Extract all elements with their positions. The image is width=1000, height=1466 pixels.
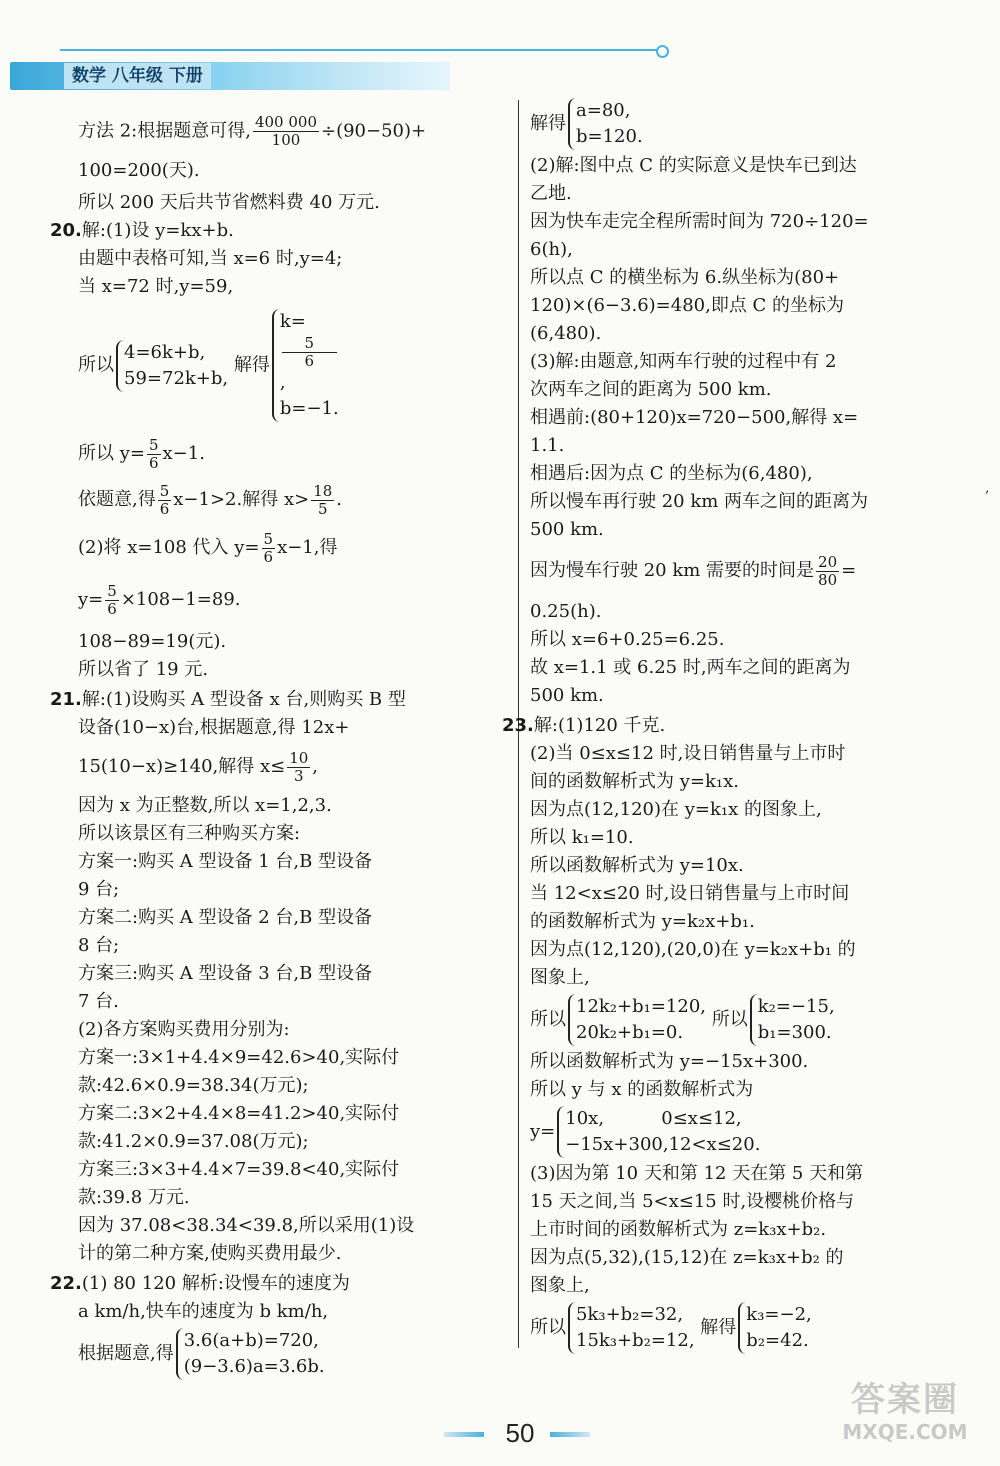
text-line: 所以 x=6+0.25=6.25. xyxy=(530,629,725,650)
text-line: 所以省了 19 元. xyxy=(78,659,209,680)
text-line: 款:39.8 万元. xyxy=(78,1187,190,1208)
text-line: 所以函数解析式为 y=10x. xyxy=(530,855,744,876)
text-line: 设备(10−x)台,根据题意,得 12x+ xyxy=(78,717,350,738)
question-number: 20. xyxy=(50,220,82,241)
text-line: 方案三:3×3+4.4×7=39.8<40,实际付 xyxy=(78,1159,400,1180)
q23-line: 23.解:(1)120 千克. xyxy=(502,715,666,736)
text-line: 所以 200 天后共节省燃料费 40 万元. xyxy=(78,192,380,213)
text-line: 所以慢车再行驶 20 km 两车之间的距离为 xyxy=(530,491,869,512)
text-line: 1.1. xyxy=(530,435,565,456)
left-column xyxy=(50,100,508,1382)
text-line: 因为 37.08<38.34<39.8,所以采用(1)设 xyxy=(78,1215,415,1236)
text-line: 相遇前:(80+120)x=720−500,解得 x= xyxy=(530,407,859,428)
text-line: 相遇后:因为点 C 的坐标为(6,480), xyxy=(530,463,813,484)
text-line: 因为点(12,120),(20,0)在 y=k₂x+b₁ 的 xyxy=(530,939,856,960)
text-line: (2)当 0≤x≤12 时,设日销售量与上市时 xyxy=(530,743,846,764)
text-line: 8 台; xyxy=(78,935,120,956)
text-line: 9 台; xyxy=(78,879,120,900)
text-line: 15(10−x)≥140,解得 x≤ $\frac{10}{3}$ , xyxy=(78,748,319,785)
equation-system: 根据题意,得 3.6(a+b)=720, (9−3.6)a=3.6b. xyxy=(78,1326,508,1382)
text-line: 当 12<x≤20 时,设日销售量与上市时间 xyxy=(530,883,850,904)
equation-system: 所以 4=6k+b, 59=72k+b, 解得 k= 5 6 , b=−1. xyxy=(78,309,508,422)
equation-system: 所以 5k₃+b₂=32, 15k₃+b₂=12, 解得 k₃=−2, b₂=42. xyxy=(530,1300,970,1356)
text-line: 方案二:3×2+4.4×8=41.2>40,实际付 xyxy=(78,1103,400,1124)
text-line: 500 km. xyxy=(530,685,604,706)
margin-mark: , xyxy=(985,480,990,496)
text-line: 因为点(12,120)在 y=k₁x 的图象上, xyxy=(530,799,822,820)
text-line: (3)因为第 10 天和第 12 天在第 5 天和第 xyxy=(530,1163,864,1184)
equation-system: 解得 a=80, b=120. xyxy=(530,96,970,152)
text-line: 方案二:购买 A 型设备 2 台,B 型设备 xyxy=(78,907,373,928)
text-line: 图象上, xyxy=(530,1275,590,1296)
text-line: 100=200(天). xyxy=(78,160,200,181)
watermark-logo: 答案圈 MXQE.COM xyxy=(842,1380,968,1444)
question-number: 21. xyxy=(50,689,82,710)
page-number-decoration-right xyxy=(550,1432,590,1437)
fraction: $\frac{400 000}{100}$ xyxy=(254,113,317,149)
text-line: 款:41.2×0.9=37.08(万元); xyxy=(78,1131,309,1152)
text-line: 因为点(5,32),(15,12)在 z=k₃x+b₂ 的 xyxy=(530,1247,844,1268)
text-line: 所以 k₁=10. xyxy=(530,827,634,848)
text-line: 方案一:购买 A 型设备 1 台,B 型设备 xyxy=(78,851,373,872)
text-line: 108−89=19(元). xyxy=(78,631,227,652)
text-line: 因为慢车行驶 20 km 需要的时间是 $\frac{20}{80}$ = xyxy=(530,552,857,589)
text-line: 方案一:3×1+4.4×9=42.6>40,实际付 xyxy=(78,1047,400,1068)
question-number: 23. xyxy=(502,715,534,736)
q21-line: 21.解:(1)设购买 A 型设备 x 台,则购买 B 型 xyxy=(50,689,406,710)
text-line: 方案三:购买 A 型设备 3 台,B 型设备 xyxy=(78,963,373,984)
text-line: (3)解:由题意,知两车行驶的过程中有 2 xyxy=(530,351,837,372)
text-line: (2)各方案购买费用分别为: xyxy=(78,1019,290,1040)
text-line: (2)将 x=108 代入 y= $\frac{5}{6}$ x−1,得 xyxy=(78,529,338,566)
text-line: a km/h,快车的速度为 b km/h, xyxy=(78,1301,329,1322)
text-line: 乙地. xyxy=(530,183,572,204)
text-line: 当 x=72 时,y=59, xyxy=(78,276,234,297)
text-line: 故 x=1.1 或 6.25 时,两车之间的距离为 xyxy=(530,657,851,678)
text-line: 所以 y 与 x 的函数解析式为 xyxy=(530,1079,754,1100)
text-line: (2)解:图中点 C 的实际意义是快车已到达 xyxy=(530,155,857,176)
text-line: 间的函数解析式为 y=k₁x. xyxy=(530,771,739,792)
piecewise-function: y= 10x, 0≤x≤12, −15x+300,12<x≤20. xyxy=(530,1104,970,1160)
text-line: 款:42.6×0.9=38.34(万元); xyxy=(78,1075,309,1096)
text-line: 依题意,得 $\frac{5}{6}$ x−1>2.解得 x> $\frac{18}{5}$ . xyxy=(78,481,343,518)
text-line: 0.25(h). xyxy=(530,601,602,622)
text-line: y= $\frac{5}{6}$ ×108−1=89. xyxy=(78,581,241,618)
book-title: 数学 八年级 下册 xyxy=(64,63,211,89)
text-line: 7 台. xyxy=(78,991,119,1012)
page-number: 50 xyxy=(505,1418,535,1448)
question-number: 22. xyxy=(50,1273,82,1294)
text-line: 图象上, xyxy=(530,967,590,988)
text-line: 因为 x 为正整数,所以 x=1,2,3. xyxy=(78,795,332,816)
text-line: 次两车之间的距离为 500 km. xyxy=(530,379,772,400)
text-line: 所以点 C 的横坐标为 6.纵坐标为(80+ xyxy=(530,267,840,288)
header-rule-dot xyxy=(656,45,669,58)
right-column xyxy=(502,100,970,1356)
text-line: 500 km. xyxy=(530,519,604,540)
text-line: 因为快车走完全程所需时间为 720÷120= xyxy=(530,211,869,232)
text-line: 由题中表格可知,当 x=6 时,y=4; xyxy=(78,248,343,269)
text-line: 15 天之间,当 5<x≤15 时,设樱桃价格与 xyxy=(530,1191,855,1212)
q22-line: 22.(1) 80 120 解析:设慢车的速度为 xyxy=(50,1273,350,1294)
text-line: 所以该景区有三种购买方案: xyxy=(78,823,301,844)
text-line: 所以 y= $\frac{5}{6}$ x−1. xyxy=(78,435,205,472)
header-rule xyxy=(60,49,660,51)
text-line: 计的第二种方案,使购买费用最少. xyxy=(78,1243,342,1264)
text-line: 的函数解析式为 y=k₂x+b₁. xyxy=(530,911,755,932)
equation-system: 所以 12k₂+b₁=120, 20k₂+b₁=0. 所以 k₂=−15, b₁=300. xyxy=(530,992,970,1048)
text-line: 所以函数解析式为 y=−15x+300. xyxy=(530,1051,809,1072)
page-number-decoration-left xyxy=(444,1432,484,1437)
method2-line: 方法 2:根据题意可得, $\frac{400 000}{100}$ ÷(90−50)+ xyxy=(78,113,427,149)
text-line: 6(h), xyxy=(530,239,573,260)
text-line: 上市时间的函数解析式为 z=k₃x+b₂. xyxy=(530,1219,827,1240)
q20-line: 20.解:(1)设 y=kx+b. xyxy=(50,220,234,241)
text-line: (6,480). xyxy=(530,323,602,344)
text-line: 120)×(6−3.6)=480,即点 C 的坐标为 xyxy=(530,295,845,316)
